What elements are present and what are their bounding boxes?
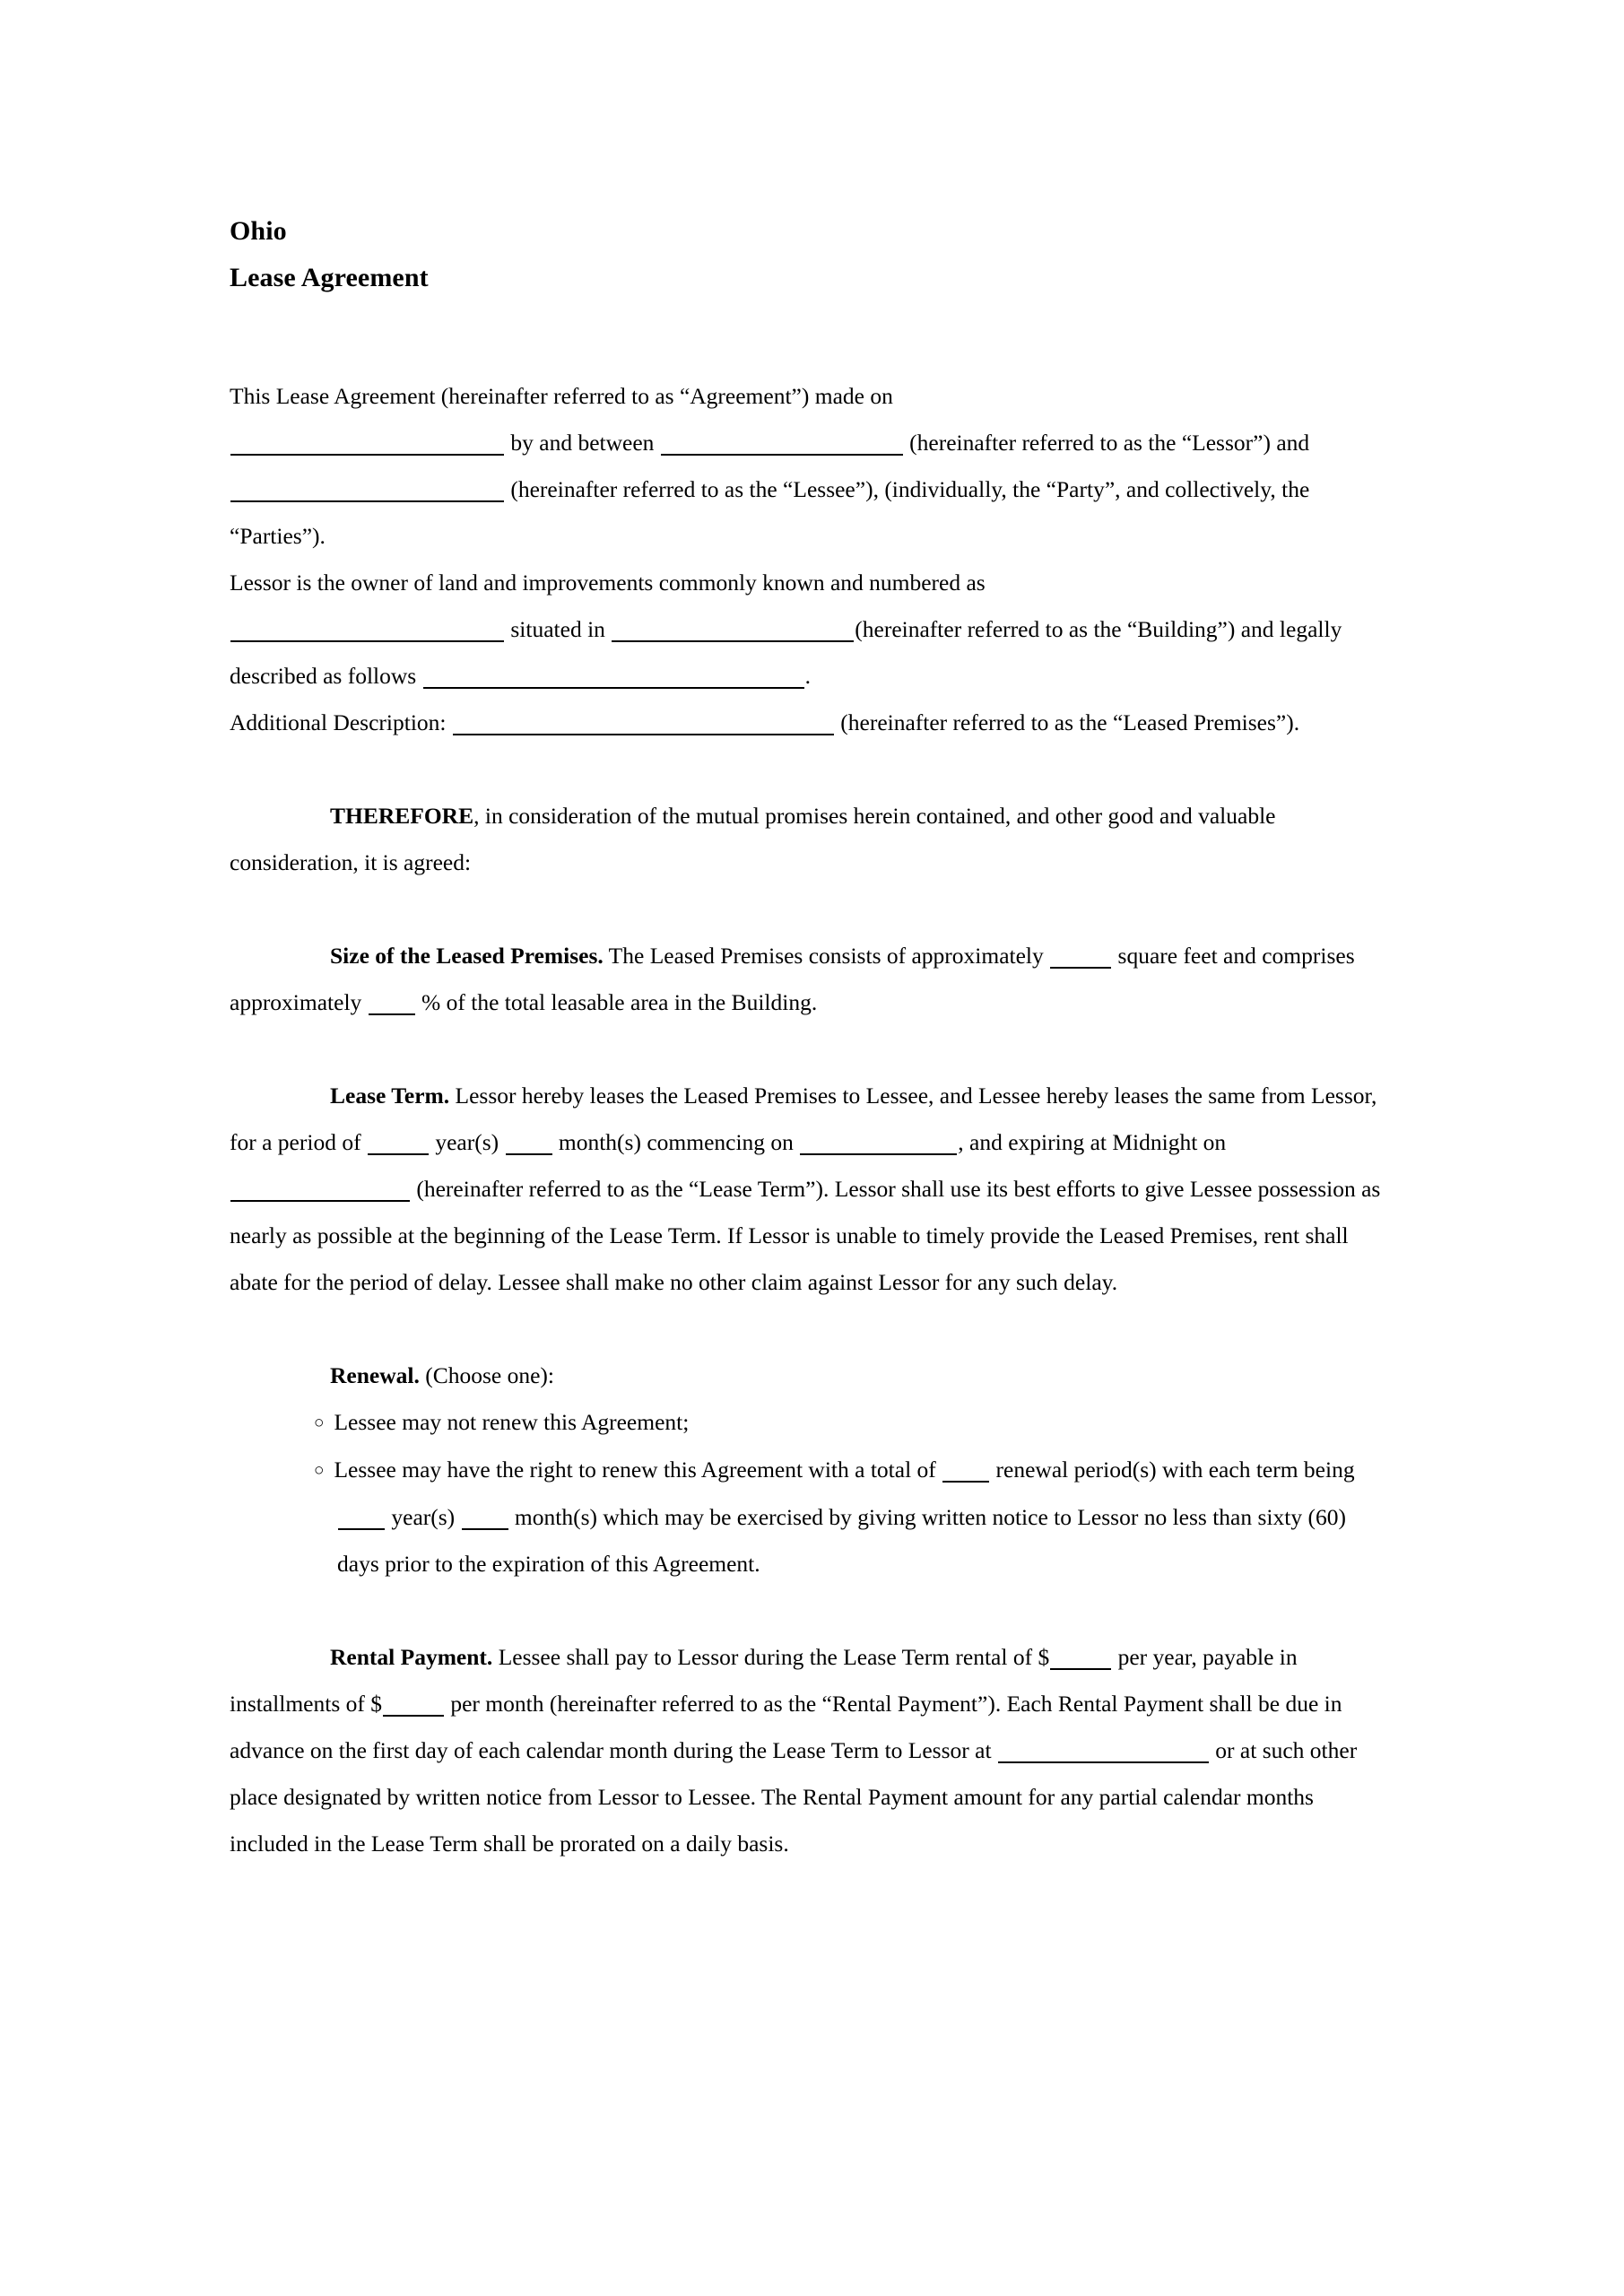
spacer-before-renewal bbox=[230, 1306, 1382, 1352]
lease-term-seg-2: year(s) bbox=[429, 1129, 505, 1155]
renewal-months-blank[interactable] bbox=[462, 1505, 508, 1530]
size-seg-2: square feet and comprises approximately bbox=[230, 943, 1355, 1015]
renewal-option-2-seg-1: Lessee may have the right to renew this Agreement with a total of bbox=[334, 1457, 942, 1483]
intro-seg-8: . bbox=[804, 663, 811, 689]
size-of-leased-premises-paragraph bbox=[230, 933, 1382, 1026]
lease-term-paragraph bbox=[230, 1073, 1382, 1306]
lease-term-seg-1: Lessor hereby leases the Leased Premises to Lessee, and Lessee hereby leases the same from Lessor, for a period of bbox=[230, 1083, 1377, 1155]
renewal-option-2-row bbox=[230, 1447, 1382, 1587]
intro-text bbox=[230, 373, 1382, 746]
intro-seg-1: This Lease Agreement (hereinafter referred to as “Agreement”) made on bbox=[230, 383, 893, 409]
spacer-after-title bbox=[230, 301, 1382, 373]
renewal-heading-paragraph bbox=[230, 1352, 1382, 1399]
commencement-date-blank[interactable] bbox=[800, 1130, 957, 1155]
renewal-option-1-row bbox=[230, 1399, 1382, 1447]
intro-seg-5: Lessor is the owner of land and improvements commonly known and numbered as bbox=[230, 570, 986, 596]
renewal-option-2-seg-2: renewal period(s) with each term being bbox=[990, 1457, 1355, 1483]
expiration-date-blank[interactable] bbox=[230, 1177, 410, 1202]
therefore-heading: THEREFORE bbox=[330, 803, 474, 829]
rental-payment-seg-2: per year, payable in installments of $ bbox=[230, 1644, 1298, 1717]
renewal-option-2[interactable] bbox=[230, 1447, 1382, 1587]
spacer-before-therefore bbox=[230, 746, 1382, 793]
lessee-name-blank[interactable] bbox=[230, 477, 504, 502]
title-doc-type: Lease Agreement bbox=[230, 263, 429, 292]
percent-blank[interactable] bbox=[369, 990, 415, 1015]
intro-seg-10: (hereinafter referred to as the “Leased Premises”). bbox=[834, 709, 1300, 735]
renewal-options-list bbox=[230, 1399, 1382, 1587]
city-blank[interactable] bbox=[612, 617, 854, 642]
renewal-subtitle: (Choose one): bbox=[419, 1362, 554, 1388]
lease-term-seg-5: (hereinafter referred to as the “Lease Term”). Lessor shall use its best efforts to give Lessee possession as nearly as possible at the beginning of the Lease Term. If Lessor is unable to timely provide the Leased Premises, rent shall abate for the period of delay. Lessee shall make no other claim against Lessor for any such delay. bbox=[230, 1176, 1381, 1295]
additional-description-blank[interactable] bbox=[453, 710, 834, 735]
lease-term-seg-3: month(s) commencing on bbox=[552, 1129, 800, 1155]
document-title bbox=[230, 208, 1382, 301]
rental-payment-seg-1: Lessee shall pay to Lessor during the Lease Term rental of $ bbox=[492, 1644, 1050, 1670]
circle-bullet-icon: ○ bbox=[314, 1461, 325, 1480]
renewal-option-2-seg-4: month(s) which may be exercised by giving written notice to Lessor no less than sixty (60) days prior to the expiration of this Agreement. bbox=[337, 1504, 1346, 1577]
circle-bullet-icon: ○ bbox=[314, 1413, 325, 1432]
renewal-option-1-label: Lessee may not renew this Agreement; bbox=[334, 1409, 690, 1435]
rental-payment-heading: Rental Payment. bbox=[330, 1644, 493, 1670]
lease-term-seg-4: , and expiring at Midnight on bbox=[958, 1129, 1227, 1155]
spacer-before-lease-term bbox=[230, 1026, 1382, 1073]
renewal-heading: Renewal. bbox=[330, 1362, 420, 1388]
rental-payment-seg-3: per month (hereinafter referred to as the “Rental Payment”). Each Rental Payment shall be due in advance on the first day of each calendar month during the Lease Term to Lessor at bbox=[230, 1691, 1342, 1763]
rental-payment-paragraph bbox=[230, 1634, 1382, 1867]
therefore-paragraph bbox=[230, 793, 1382, 886]
size-heading: Size of the Leased Premises. bbox=[330, 943, 604, 969]
renewal-count-blank[interactable] bbox=[942, 1457, 989, 1483]
intro-seg-4: (hereinafter referred to as the “Lessee”), (individually, the “Party”, and collectively, the “Parties”). bbox=[230, 476, 1310, 549]
renewal-option-1[interactable] bbox=[230, 1399, 1382, 1447]
renewal-years-blank[interactable] bbox=[338, 1505, 385, 1530]
lessor-name-blank[interactable] bbox=[661, 430, 903, 456]
date-blank[interactable] bbox=[230, 430, 504, 456]
intro-seg-3: (hereinafter referred to as the “Lessor”) and bbox=[903, 430, 1310, 456]
size-seg-3: % of the total leasable area in the Building. bbox=[415, 989, 818, 1015]
payment-address-blank[interactable] bbox=[998, 1738, 1209, 1763]
intro-seg-2: by and between bbox=[505, 430, 660, 456]
renewal-option-2-seg-3: year(s) bbox=[386, 1504, 461, 1530]
intro-paragraph bbox=[230, 373, 1382, 746]
square-feet-blank[interactable] bbox=[1050, 944, 1111, 969]
legal-description-blank[interactable] bbox=[423, 664, 804, 689]
size-seg-1: The Leased Premises consists of approximately bbox=[603, 943, 1050, 969]
rental-payment-seg-4: or at such other place designated by written notice from Lessor to Lessee. The Rental Payment amount for any partial calendar months included in the Lease Term shall be prorated on a daily basis. bbox=[230, 1737, 1358, 1857]
monthly-rent-blank[interactable] bbox=[383, 1692, 444, 1717]
intro-seg-6: situated in bbox=[505, 616, 612, 642]
intro-seg-7: (hereinafter referred to as the “Building”) and legally described as follows bbox=[230, 616, 1342, 689]
intro-seg-9: Additional Description: bbox=[230, 709, 452, 735]
document-content bbox=[230, 208, 1382, 1867]
spacer-before-size bbox=[230, 886, 1382, 933]
term-months-blank[interactable] bbox=[506, 1130, 552, 1155]
term-years-blank[interactable] bbox=[368, 1130, 429, 1155]
property-number-blank[interactable] bbox=[230, 617, 504, 642]
title-state: Ohio bbox=[230, 216, 287, 246]
yearly-rent-blank[interactable] bbox=[1050, 1645, 1111, 1670]
therefore-text: , in consideration of the mutual promises herein contained, and other good and valuable consideration, it is agreed: bbox=[230, 803, 1276, 875]
spacer-before-rental-payment bbox=[230, 1587, 1382, 1634]
lease-term-heading: Lease Term. bbox=[330, 1083, 450, 1109]
